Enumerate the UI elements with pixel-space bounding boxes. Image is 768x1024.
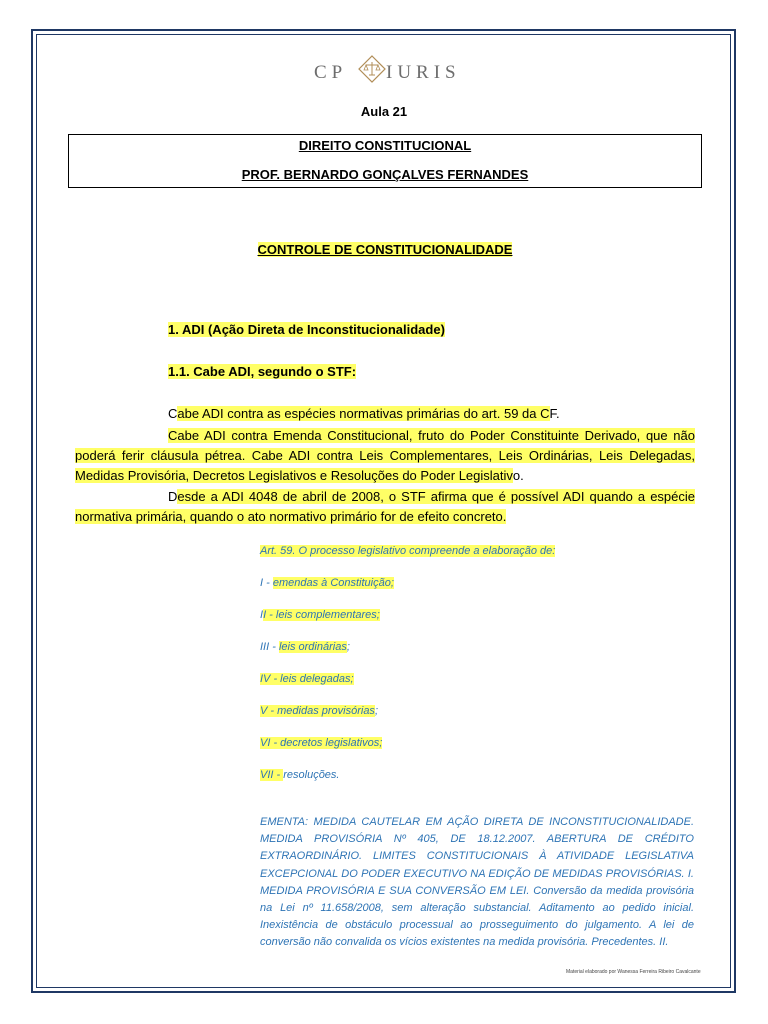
art59-item-iv: IV - leis delegadas; (260, 673, 354, 685)
ementa-text: EMENTA: MEDIDA CAUTELAR EM AÇÃO DIRETA DE INCONSTITUCIONALIDADE. MEDIDA PROVISÓRIA Nº 405, DE 18.12.2007. ABERTURA DE CRÉDITO EXTRAORDINÁRIO. LIMITES CONSTITUCIONAIS À ATIVIDADE LEGISLATIVA EXCEPCIONAL DO PODER EXECUTIVO NA EDIÇÃO DE MEDIDAS PROVISÓRIAS. I. MEDIDA PROVISÓRIA E SUA CONVERSÃO EM LEI. Conversão da medida provisória na Lei nº 11.658/2008, sem alteração substancial. Aditamento ao pedido inicial. Inexistência de obstáculo processual ao prosseguimento do julgamento. A lei de conversão não convalida os vícios existentes na medida provisória. Precedentes. II. (260, 816, 694, 949)
heading-adi: 1. ADI (Ação Direta de Inconstitucionalidade) (168, 322, 445, 337)
professor-name: PROF. BERNARDO GONÇALVES FERNANDES (241, 167, 529, 182)
logo-left-text: CP (314, 62, 348, 83)
art59-intro: Art. 59. O processo legislativo compreende a elaboração de: (260, 545, 556, 557)
paragraph-2: Cabe ADI contra Emenda Constitucional, fruto do Poder Constituinte Derivado, que não poderá ferir cláusula pétrea. Cabe ADI contra Leis Complementares, Leis Ordinárias, Leis Delegadas, Medidas Provisória, Decretos Legislativos e Resoluções do Poder Legislativo. (75, 428, 695, 483)
art59-item-v: V - medidas provisórias; (260, 705, 378, 717)
art59-item-ii: II - leis complementares; (260, 609, 380, 621)
heading-cabe-adi: 1.1. Cabe ADI, segundo o STF: (168, 364, 357, 379)
scales-of-justice-icon (358, 55, 386, 83)
section-title: CONTROLE DE CONSTITUCIONALIDADE (257, 242, 513, 257)
logo-right-text: IURIS (386, 62, 461, 83)
paragraph-3: Desde a ADI 4048 de abril de 2008, o STF afirma que é possível ADI quando a espécie normativa primária, quando o ato normativo primário for de efeito concreto. (75, 489, 695, 524)
header-box (68, 134, 702, 188)
cp-iuris-logo (300, 52, 470, 94)
lesson-number: Aula 21 (360, 104, 408, 119)
subject-title: DIREITO CONSTITUCIONAL (298, 138, 472, 153)
footer-credit: Material elaborado por Wanessa Ferreira Ribeiro Cavalcante (566, 969, 701, 975)
art59-item-iii: III - leis ordinárias; (260, 641, 350, 653)
art59-item-vi: VI - decretos legislativos; (260, 737, 383, 749)
art59-item-vii: VII - resoluções. (260, 769, 340, 781)
art59-item-i: I - emendas à Constituição; (260, 577, 394, 589)
paragraph-1: Cabe ADI contra as espécies normativas primárias do art. 59 da CF. (168, 406, 560, 421)
